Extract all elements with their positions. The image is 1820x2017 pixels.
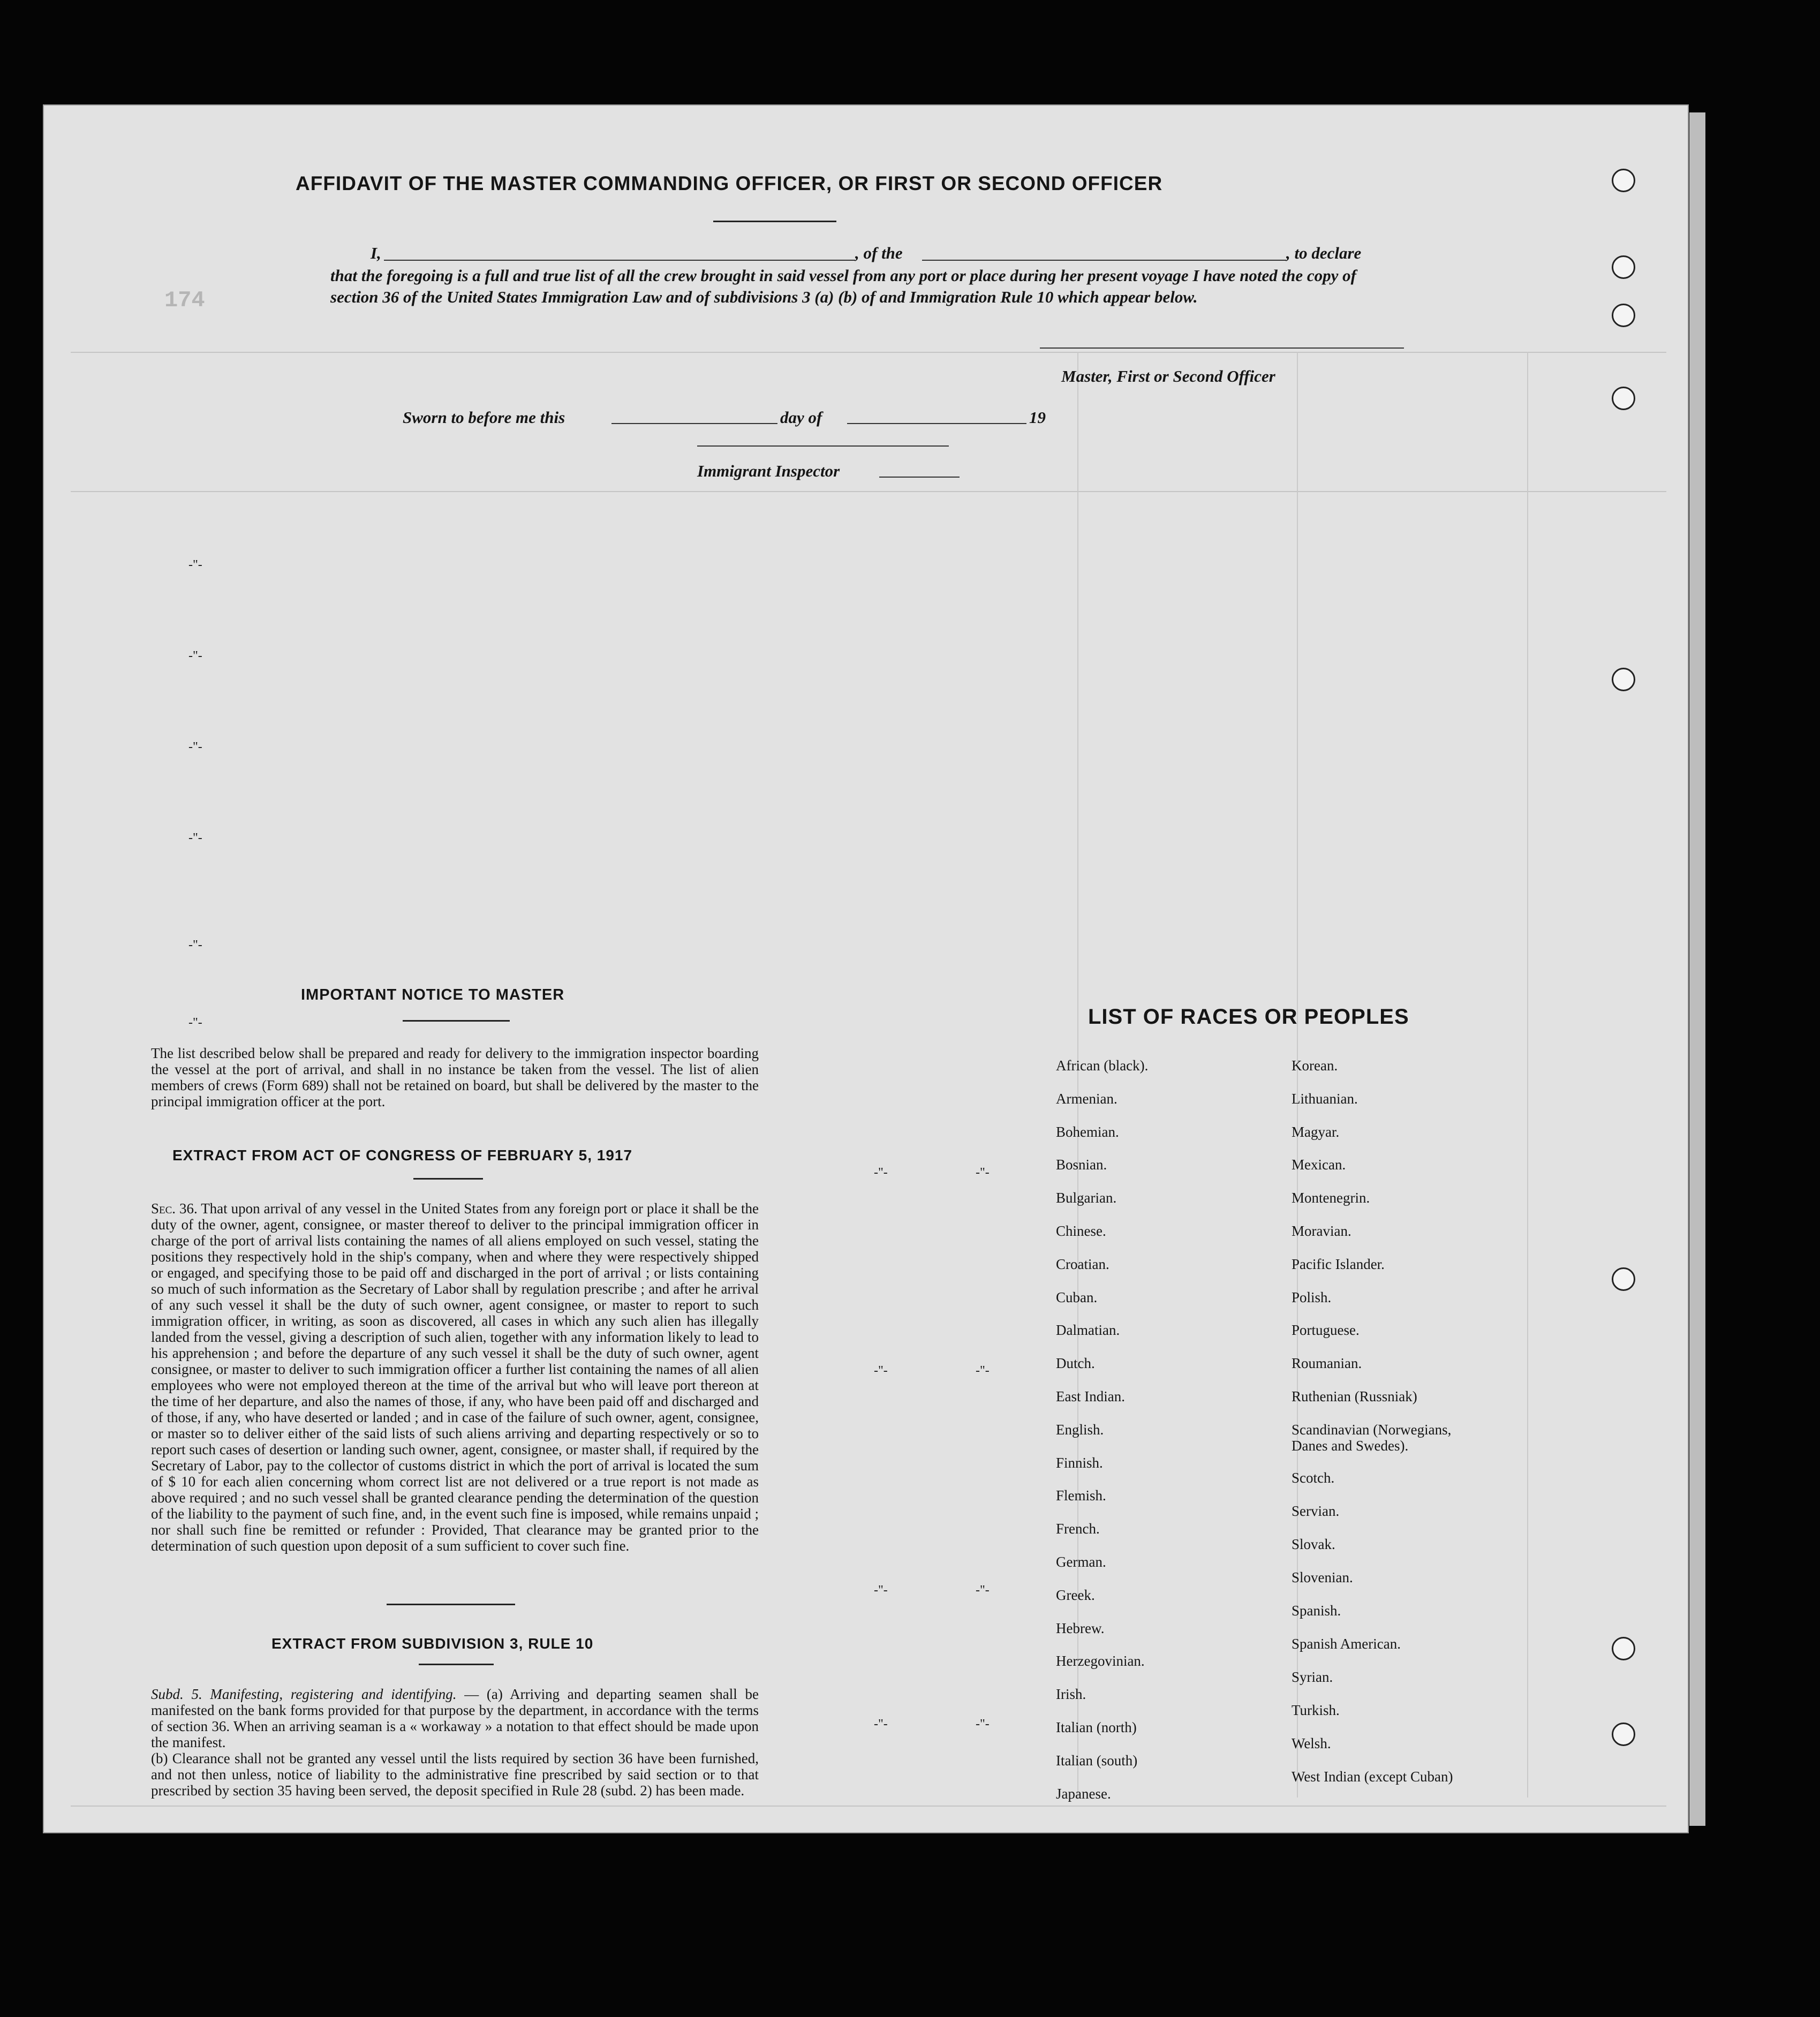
act-extract-body xyxy=(151,1200,759,1554)
race-item: Polish. xyxy=(1292,1289,1332,1305)
race-item: Roumanian. xyxy=(1292,1355,1362,1371)
race-item: Irish. xyxy=(1056,1686,1086,1702)
race-item: Chinese. xyxy=(1056,1223,1106,1239)
binder-hole-icon xyxy=(1612,1267,1635,1291)
race-item: Spanish. xyxy=(1292,1603,1341,1619)
binder-hole-icon xyxy=(1612,387,1635,410)
rule-extract-underline xyxy=(419,1664,494,1665)
ditto-mark: -"- xyxy=(976,1583,990,1597)
affidavit-i-label: I, xyxy=(371,244,381,262)
notice-text: The list described below shall be prepared and ready for delivery to the immigration inspector boarding the vessel at the port of arrival, and shall in no instance be taken from the vessel. The list of alien members of crews (Form 689) shall not be retained on board, but shall be delivered by the master to the principal immigration officer at the port. xyxy=(151,1045,759,1109)
page-edge xyxy=(1689,112,1705,1826)
race-item: Scotch. xyxy=(1292,1470,1335,1486)
master-label: Master, First or Second Officer xyxy=(1061,367,1275,386)
ditto-mark: -"- xyxy=(188,558,202,572)
notice-title: IMPORTANT NOTICE TO MASTER xyxy=(301,986,565,1003)
race-item: Flemish. xyxy=(1056,1487,1106,1504)
affidavit-title: AFFIDAVIT OF THE MASTER COMMANDING OFFICER, OR FIRST OR SECOND OFFICER xyxy=(296,172,1163,194)
ditto-mark: -"- xyxy=(188,1016,202,1030)
race-item: Finnish. xyxy=(1056,1455,1103,1471)
document-page xyxy=(43,104,1689,1833)
affidavit-line1 xyxy=(371,244,1399,263)
race-item: Bosnian. xyxy=(1056,1157,1107,1173)
sworn-label: Sworn to before me this xyxy=(403,408,565,427)
race-item: African (black). xyxy=(1056,1057,1149,1074)
race-item: Dutch. xyxy=(1056,1355,1095,1371)
race-item: Moravian. xyxy=(1292,1223,1351,1239)
vessel-blank xyxy=(922,260,1286,261)
affidavit-declare-label: , to declare xyxy=(1286,244,1362,262)
ghost-column-rule xyxy=(1077,352,1078,1797)
master-signature-line xyxy=(1040,348,1404,349)
race-item: Magyar. xyxy=(1292,1124,1340,1140)
race-item: Greek. xyxy=(1056,1587,1095,1603)
binder-hole-icon xyxy=(1612,169,1635,192)
races-title: LIST OF RACES OR PEOPLES xyxy=(1088,1005,1409,1029)
race-item: Bohemian. xyxy=(1056,1124,1119,1140)
binder-hole-icon xyxy=(1612,1723,1635,1746)
race-item: Slovak. xyxy=(1292,1536,1335,1552)
race-item: Turkish. xyxy=(1292,1702,1340,1718)
rule-extract-b: (b) Clearance shall not be granted any vessel until the lists required by section 36 have been furnished, and not then unless, notice of liability to the administrative fine prescribed by said section or to that prescribed by section 35 having been served, the deposit specified in Rule 28 (subd. 2) has been made. xyxy=(151,1750,759,1799)
ditto-mark: -"- xyxy=(976,1717,990,1731)
race-item: Cuban. xyxy=(1056,1289,1098,1305)
race-item: Bulgarian. xyxy=(1056,1190,1117,1206)
ditto-mark: -"- xyxy=(188,831,202,845)
race-item: West Indian (except Cuban) xyxy=(1292,1769,1453,1785)
race-item: Scandinavian (Norwegians, Danes and Swedes). xyxy=(1292,1422,1452,1454)
rule-subd-heading: Subd. 5. Manifesting, registering and identifying. xyxy=(151,1686,457,1702)
rule-extract-title: EXTRACT FROM SUBDIVISION 3, RULE 10 xyxy=(271,1635,594,1652)
race-item: Italian (south) xyxy=(1056,1752,1138,1769)
ghost-table-rule xyxy=(71,352,1666,353)
race-item: Italian (north) xyxy=(1056,1719,1137,1735)
act-section-number: Sec. 36. xyxy=(151,1200,198,1217)
race-item: Japanese. xyxy=(1056,1786,1111,1802)
race-item: Dalmatian. xyxy=(1056,1322,1120,1338)
ditto-mark: -"- xyxy=(976,1364,990,1378)
rule-subd-a-text: — (a) Arriving and departing seamen shall be manifested on the bank forms provided for that purpose by the department, in accordance with the terms of section 36. When an arriving seaman is a « workaway » a notation to that effect should be made upon the manifest. xyxy=(151,1686,759,1750)
day-of-label: day of xyxy=(780,408,822,427)
ditto-mark: -"- xyxy=(976,1166,990,1180)
ditto-mark: -"- xyxy=(874,1583,888,1597)
ditto-mark: -"- xyxy=(874,1166,888,1180)
race-item: German. xyxy=(1056,1554,1106,1570)
binder-hole-icon xyxy=(1612,668,1635,691)
act-extract-title: EXTRACT FROM ACT OF CONGRESS OF FEBRUARY 5, 1917 xyxy=(172,1147,633,1164)
race-item: Lithuanian. xyxy=(1292,1091,1358,1107)
ditto-mark: -"- xyxy=(874,1364,888,1378)
affidavit-body: that the foregoing is a full and true list of all the crew brought in said vessel from any port or place during her present voyage I have noted the copy of section 36 of the United States Immigration Law and of subdivisions 3 (a) (b) of and Immigration Rule 10 which appear below. xyxy=(330,266,1357,306)
inspector-blank xyxy=(879,477,960,478)
title-underline xyxy=(713,221,836,222)
ditto-mark: -"- xyxy=(188,938,202,952)
race-item: Korean. xyxy=(1292,1057,1338,1074)
ditto-mark: -"- xyxy=(874,1717,888,1731)
act-section-text: That upon arrival of any vessel in the United States from any foreign port or place it shall be the duty of the owner, agent, consignee, or master thereof to deliver to the principal immigration officer in charge of the port of arrival lists containing the names of all aliens employed on such vessel, stating the positions they respectively hold in the ship's company, when and where they were respectively shipped or engaged, and specifying those to be paid off and discharged in the port of arrival ; or lists containing so much of such information as the Secretary of Labor shall by regulation prescribe ; and after he arrival of any such vessel it shall be the duty of such owner, agent consignee, or master to report to such immigration officer, in writing, as soon as discovered, all cases in which any such alien has illegally landed from the vessel, giving a description of such alien, together with any information likely to lead to his apprehension ; and before the departure of any such vessel it shall be the duty of such owner, agent consignee, or master to deliver to such immigration officer a further list containing the names of all alien employees who were not employed thereon at the time of the arrival but who will leave port thereon at the time of her departure, and also the names of those, if any, who have been paid off and discharged and of those, if any, who have deserted or landed ; and in case of the failure of such owner, agent, consignee, or master so to deliver either of the said lists of such aliens arriving and departing respectively or so to report such cases of desertion or landing such owner, agent, consignee, or master shall, if required by the Secretary of Labor, pay to the collector of customs district in which the port of arrival is located the sum of $ 10 for each alien concerning whom correct list are not delivered or a true report is not made as above required ; and no such vessel shall be granted clearance pending the determination of the question of the liability to the payment of such fine, and, in the event such fine is imposed, while remains unpaid ; nor shall such fine be remitted or refunder : Provided, That clearance may be granted prior to the determination of such question upon deposit of a sum sufficient to cover such fine. xyxy=(151,1200,759,1554)
race-item: French. xyxy=(1056,1521,1100,1537)
ditto-mark: -"- xyxy=(188,649,202,663)
race-item: Armenian. xyxy=(1056,1091,1117,1107)
race-item: English. xyxy=(1056,1422,1104,1438)
race-item: Slovenian. xyxy=(1292,1569,1353,1585)
ghost-table-rule xyxy=(71,491,1666,492)
race-item: Servian. xyxy=(1292,1503,1340,1519)
sworn-day-blank xyxy=(611,423,777,424)
race-item: Hebrew. xyxy=(1056,1620,1105,1636)
race-item: Spanish American. xyxy=(1292,1636,1401,1652)
ghost-column-rule xyxy=(1527,352,1528,1797)
race-item: Montenegrin. xyxy=(1292,1190,1370,1206)
binder-hole-icon xyxy=(1612,1637,1635,1660)
act-extract-underline xyxy=(413,1178,483,1180)
race-item: East Indian. xyxy=(1056,1388,1125,1404)
binder-hole-icon xyxy=(1612,255,1635,279)
race-item: Croatian. xyxy=(1056,1256,1109,1272)
race-item: Welsh. xyxy=(1292,1735,1331,1751)
ghost-table-rule xyxy=(71,1806,1666,1807)
sworn-month-blank xyxy=(847,423,1026,424)
year-label: 19 xyxy=(1029,408,1046,427)
inspector-label: Immigrant Inspector xyxy=(697,462,840,480)
race-item: Pacific Islander. xyxy=(1292,1256,1385,1272)
margin-number: 174 xyxy=(164,288,205,313)
race-item: Herzegovinian. xyxy=(1056,1653,1145,1669)
race-item: Syrian. xyxy=(1292,1669,1333,1685)
affidavit-of-label: , of the xyxy=(855,244,903,262)
act-extract-end-rule xyxy=(387,1604,515,1605)
ditto-mark: -"- xyxy=(188,740,202,754)
race-item: Portuguese. xyxy=(1292,1322,1360,1338)
notice-underline xyxy=(403,1020,510,1022)
race-item: Ruthenian (Russniak) xyxy=(1292,1388,1417,1404)
rule-extract-a xyxy=(151,1686,759,1750)
race-item: Mexican. xyxy=(1292,1157,1346,1173)
inspector-signature-line xyxy=(697,445,949,447)
name-blank xyxy=(384,260,855,261)
binder-hole-icon xyxy=(1612,304,1635,327)
